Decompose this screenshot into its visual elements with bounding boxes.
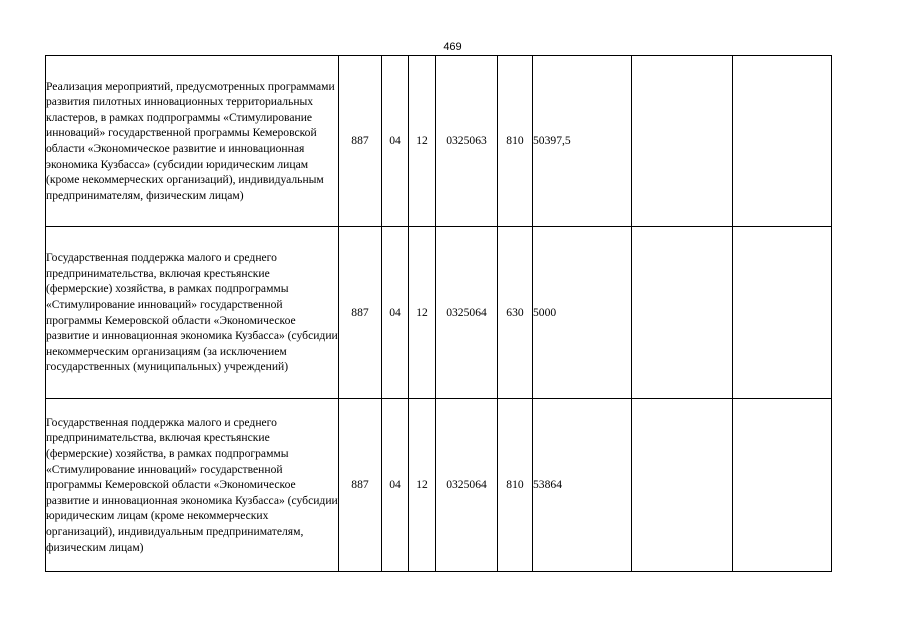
empty-cell <box>733 399 832 572</box>
expense-type-code: 810 <box>498 56 533 227</box>
amount: 5000 <box>533 227 632 399</box>
expense-type-code: 630 <box>498 227 533 399</box>
subsection-code: 12 <box>409 399 436 572</box>
empty-cell <box>632 56 733 227</box>
empty-cell <box>733 227 832 399</box>
page-number: 469 <box>443 41 462 53</box>
target-article-code: 0325063 <box>436 56 498 227</box>
section-code: 04 <box>382 56 409 227</box>
budget-table <box>45 55 832 572</box>
table-row <box>46 399 832 572</box>
amount: 50397,5 <box>533 56 632 227</box>
table-row <box>46 227 832 399</box>
ministry-code: 887 <box>339 399 382 572</box>
expense-type-code: 810 <box>498 399 533 572</box>
subsection-code: 12 <box>409 56 436 227</box>
section-code: 04 <box>382 227 409 399</box>
row-description: Государственная поддержка малого и среднего предпринимательства, включая крестьянские (фермерские) хозяйства, в рамках подпрограммы «Стимулирование инноваций» государственной программы Кемеровской области «Экономическое развитие и инновационная экономика Кузбасса» (субсидии юридическим лицам (кроме некоммерческих организаций), индивидуальным предпринимателям, физическим лицам) <box>46 399 339 572</box>
row-description: Государственная поддержка малого и среднего предпринимательства, включая крестьянские (фермерские) хозяйства, в рамках подпрограммы «Стимулирование инноваций» государственной программы Кемеровской области «Экономическое развитие и инновационная экономика Кузбасса» (субсидии некоммерческим организациям (за исключением государственных (муниципальных) учреждений) <box>46 227 339 399</box>
empty-cell <box>733 56 832 227</box>
target-article-code: 0325064 <box>436 227 498 399</box>
subsection-code: 12 <box>409 227 436 399</box>
amount: 53864 <box>533 399 632 572</box>
section-code: 04 <box>382 399 409 572</box>
empty-cell <box>632 227 733 399</box>
row-description: Реализация мероприятий, предусмотренных программами развития пилотных инновационных территориальных кластеров, в рамках подпрограммы «Стимулирование инноваций» государственной программы Кемеровской области «Экономическое развитие и инновационная экономика Кузбасса» (субсидии юридическим лицам (кроме некоммерческих организаций), индивидуальным предпринимателям, физическим лицам) <box>46 56 339 227</box>
target-article-code: 0325064 <box>436 399 498 572</box>
empty-cell <box>632 399 733 572</box>
table-row <box>46 56 832 227</box>
ministry-code: 887 <box>339 227 382 399</box>
ministry-code: 887 <box>339 56 382 227</box>
